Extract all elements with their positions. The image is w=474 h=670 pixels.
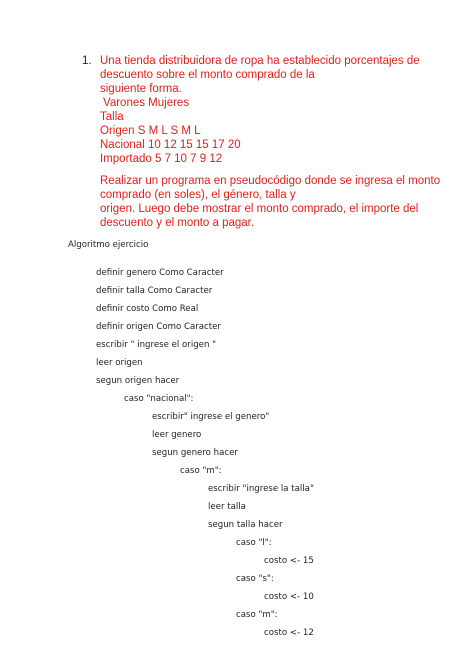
- problem-line: Varones Mujeres: [103, 97, 190, 109]
- code-line: definir costo Como Real: [96, 304, 199, 314]
- code-line: definir genero Como Caracter: [96, 268, 224, 278]
- code-line: caso "m":: [236, 610, 278, 620]
- algorithm-title: Algoritmo ejercicio: [68, 240, 149, 250]
- code-line: costo <- 15: [264, 556, 314, 566]
- code-line: costo <- 12: [264, 628, 314, 638]
- code-line: definir origen Como Caracter: [96, 322, 221, 332]
- problem-line: descuento y el monto a pagar.: [100, 217, 255, 229]
- code-line: segun origen hacer: [96, 376, 180, 386]
- problem-line: siguiente forma.: [100, 83, 182, 95]
- code-line: caso "l":: [236, 538, 272, 548]
- code-line: escribir " ingrese el origen ": [96, 340, 217, 350]
- problem-line: descuento sobre el monto comprado de la: [100, 69, 315, 81]
- code-line: segun talla hacer: [208, 520, 283, 530]
- problem-line: origen. Luego debe mostrar el monto comprado, el importe del: [100, 203, 419, 215]
- problem-line: Origen S M L S M L: [100, 125, 201, 137]
- problem-line: Nacional 10 12 15 15 17 20: [100, 139, 241, 151]
- code-line: leer genero: [152, 430, 202, 440]
- code-line: escribir "ingrese la talla": [208, 484, 314, 494]
- code-line: caso "s":: [236, 574, 274, 584]
- problem-line: Realizar un programa en pseudocódigo donde se ingresa el monto: [100, 175, 441, 187]
- code-line: definir talla Como Caracter: [96, 286, 213, 296]
- code-line: escribir" ingrese el genero": [152, 412, 270, 422]
- problem-line: Una tienda distribuidora de ropa ha establecido porcentajes de: [100, 55, 420, 67]
- problem-line: Importado 5 7 10 7 9 12: [100, 153, 223, 165]
- problem-line: comprado (en soles), el género, talla y: [100, 189, 296, 201]
- code-line: costo <- 10: [264, 592, 314, 602]
- problem-line: Talla: [100, 111, 124, 123]
- code-line: leer talla: [208, 502, 246, 512]
- list-number: 1.: [82, 55, 92, 67]
- code-line: segun genero hacer: [152, 448, 238, 458]
- code-line: caso "m":: [180, 466, 222, 476]
- code-line: leer origen: [96, 358, 143, 368]
- code-line: caso "nacional":: [124, 394, 194, 404]
